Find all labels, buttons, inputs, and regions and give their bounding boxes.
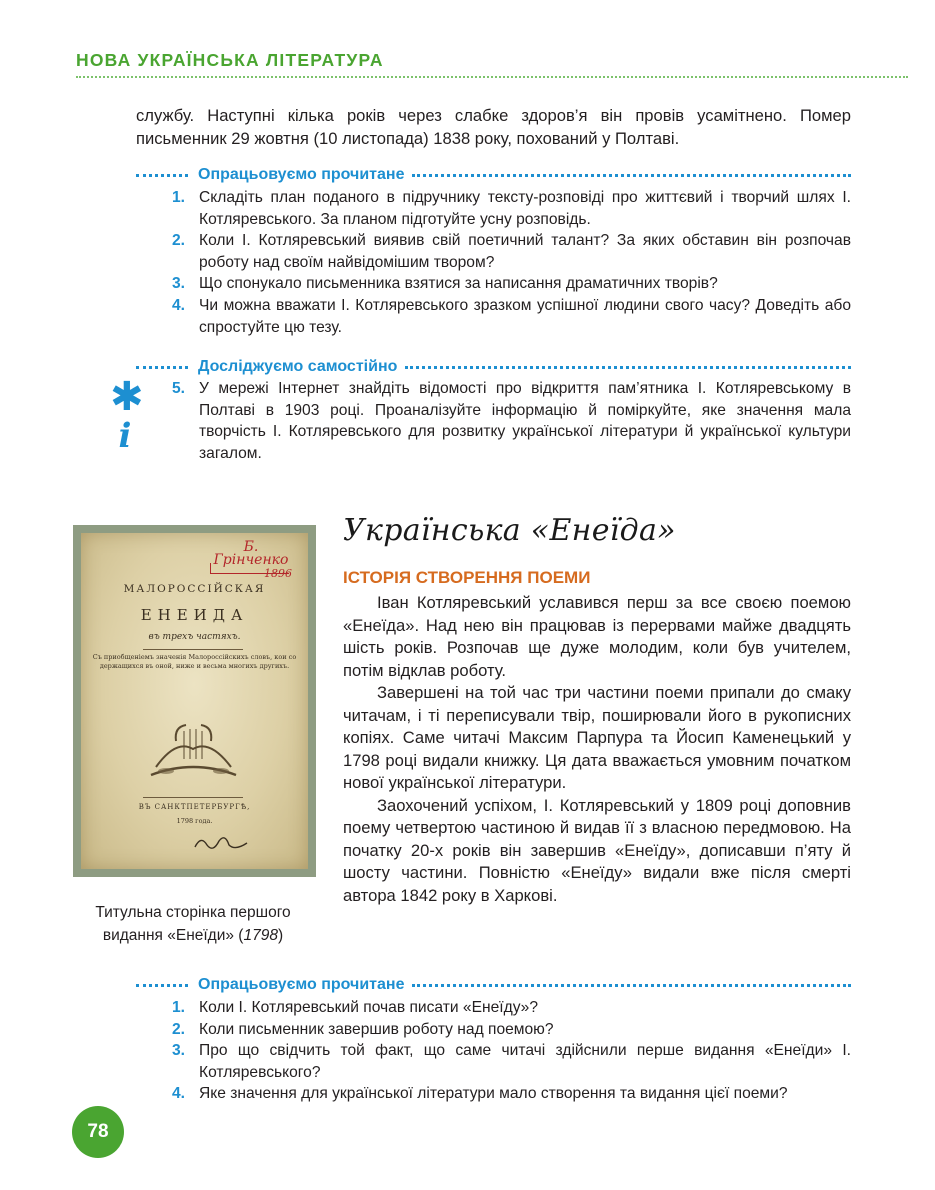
running-header-title: НОВА УКРАЇНСЬКА ЛІТЕРАТУРА xyxy=(76,50,384,70)
intro-block xyxy=(136,105,851,150)
book-line-5: ВЪ САНКТПЕТЕРБУРГѢ, xyxy=(138,803,251,811)
dotted-rule-right xyxy=(405,366,851,369)
article-paragraph: Завершені на той час три частини поеми припали до смаку читачам, і ті переписували твір, поширювали його в рукописних копіях. Саме читачі Максим Парпура та Йосип Каменецький у 1798 році видали книжку. Ця дата вважається умовним початком нової української літератури. xyxy=(343,683,851,792)
page-number-badge: 78 xyxy=(72,1106,124,1158)
question-text: Яке значення для української літератури мало створення та видання цієї поеми? xyxy=(199,1085,788,1103)
article-title: Українська «Енеїда» xyxy=(343,513,676,548)
dotted-rule-left xyxy=(136,174,188,177)
signature-year: 1896 xyxy=(264,567,292,580)
section-heading-label: Досліджуємо самостійно xyxy=(198,358,398,375)
section-heading-2 xyxy=(136,357,851,377)
section-heading-label: Опрацьовуємо прочитане xyxy=(198,976,405,993)
book-separator xyxy=(143,797,243,798)
book-line-4: Съ приобщеніемъ значенія Малороссійскихъ словъ, кои со держащихся въ оной, ниже и весьма многихъ другихъ. xyxy=(92,653,297,670)
section-review-1 xyxy=(136,165,851,185)
book-separator xyxy=(143,649,243,650)
question-text: Чи можна вважати І. Котляревського зразком успішної людини свого часу? Доведіть або спростуйте цю тезу. xyxy=(199,296,851,336)
dotted-rule-left xyxy=(136,366,188,369)
question-number: 1. xyxy=(172,189,186,206)
question-number: 3. xyxy=(172,275,186,293)
question-item xyxy=(172,230,851,273)
book-line-3: въ трехъ частяхъ. xyxy=(148,632,241,642)
caption-end: ) xyxy=(277,926,284,944)
dotted-rule-left xyxy=(136,984,188,987)
book-line-2: ЕНЕИДА xyxy=(140,606,249,624)
lyre-emblem-icon xyxy=(146,719,241,783)
question-text: Що спонукало письменника взятися за написання драматичних творів? xyxy=(199,275,718,293)
article-paragraph: Іван Котляревський уславився перш за все своєю поемою «Енеїда». Над нею він працював із перервами майже двадцять шість років. Розпочав ще дуже молодим, коли був учителем, потім відклав роботу. xyxy=(343,593,851,680)
question-item xyxy=(172,295,851,338)
question-item xyxy=(172,378,851,464)
question-item xyxy=(172,273,851,295)
dotted-rule-right xyxy=(412,984,851,987)
section-heading-3 xyxy=(136,975,851,995)
header-divider xyxy=(76,76,908,78)
asterisk-icon: ✱ xyxy=(110,375,144,419)
research-icons xyxy=(110,375,144,458)
question-number: 3. xyxy=(172,1042,186,1060)
caption-text: Титульна сторінка першого видання «Енеїди» ( xyxy=(95,904,291,944)
section-heading-label: Опрацьовуємо прочитане xyxy=(198,166,405,183)
question-number: 4. xyxy=(172,296,186,314)
book-line-1: МАЛОРОССІЙСКАЯ xyxy=(123,583,266,595)
question-list-3 xyxy=(172,997,851,1105)
section-heading-1 xyxy=(136,165,851,185)
question-text: Коли письменник завершив роботу над поемою? xyxy=(199,1020,554,1038)
article-subtitle: ІСТОРІЯ СТВОРЕННЯ ПОЕМИ xyxy=(343,568,591,587)
article-paragraph: Заохочений успіхом, І. Котляревський у 1809 році доповнив поему четвертою частиною й видав її з власною передмовою. На початку 20-х років він завершив «Енеїду», дописавши п’яту й шосту частини. Повністю «Енеїду» видали вже після смерті автора 1842 року в Харкові. xyxy=(343,795,851,905)
question-text: Про що свідчить той факт, що саме читачі здійснили перше видання «Енеїди» І. Котляревського? xyxy=(199,1042,851,1081)
question-text: Коли І. Котляревський виявив свій поетичний талант? За яких обставин він розпочав роботу над своїм найвідомішим твором? xyxy=(199,232,851,271)
question-item xyxy=(172,1040,851,1083)
signature-underline xyxy=(210,563,289,574)
section-review-2 xyxy=(136,975,851,995)
question-item xyxy=(172,997,851,1019)
question-number: 2. xyxy=(172,232,186,250)
caption-year: 1798 xyxy=(243,926,278,944)
handwritten-mark-icon xyxy=(191,833,251,855)
signature-stamp xyxy=(210,539,292,580)
question-list-1 xyxy=(172,187,851,338)
question-number: 4. xyxy=(172,1085,186,1103)
question-number: 5. xyxy=(172,380,186,397)
question-number: 2. xyxy=(172,1020,186,1038)
info-icon: i xyxy=(118,416,132,456)
book-line-6: 1798 года. xyxy=(176,817,213,825)
question-item xyxy=(172,187,851,230)
book-title-page-figure xyxy=(73,525,316,877)
question-number: 1. xyxy=(172,999,186,1016)
figure-caption xyxy=(76,902,310,947)
dotted-rule-right xyxy=(412,174,851,177)
article-body xyxy=(343,592,851,907)
signature-text: Б. Грінченко xyxy=(213,539,289,568)
question-text: У мережі Інтернет знайдіть відомості про відкриття пам’ятника І. Котляревському в Полтаві в 1903 році. Проаналізуйте інформацію й поміркуйте, яке значення мала творчість І. Котляревського для розвитку української літератури й української культури загалом. xyxy=(199,380,851,462)
question-text: Коли І. Котляревський почав писати «Енеїду»? xyxy=(199,999,539,1016)
question-item xyxy=(172,1083,851,1105)
question-list-2 xyxy=(172,378,851,464)
book-title-page xyxy=(81,533,308,869)
section-research xyxy=(136,357,851,377)
intro-paragraph: службу. Наступні кілька років через слабке здоров’я він провів усамітнено. Помер письменник 29 жовтня (10 листопада) 1838 року, похований у Полтаві. xyxy=(136,106,851,148)
question-text: Складіть план поданого в підручнику тексту-розповіді про життєвий і творчий шлях І. Котляревського. За планом підготуйте усну розповідь. xyxy=(199,189,851,228)
question-item xyxy=(172,1019,851,1041)
